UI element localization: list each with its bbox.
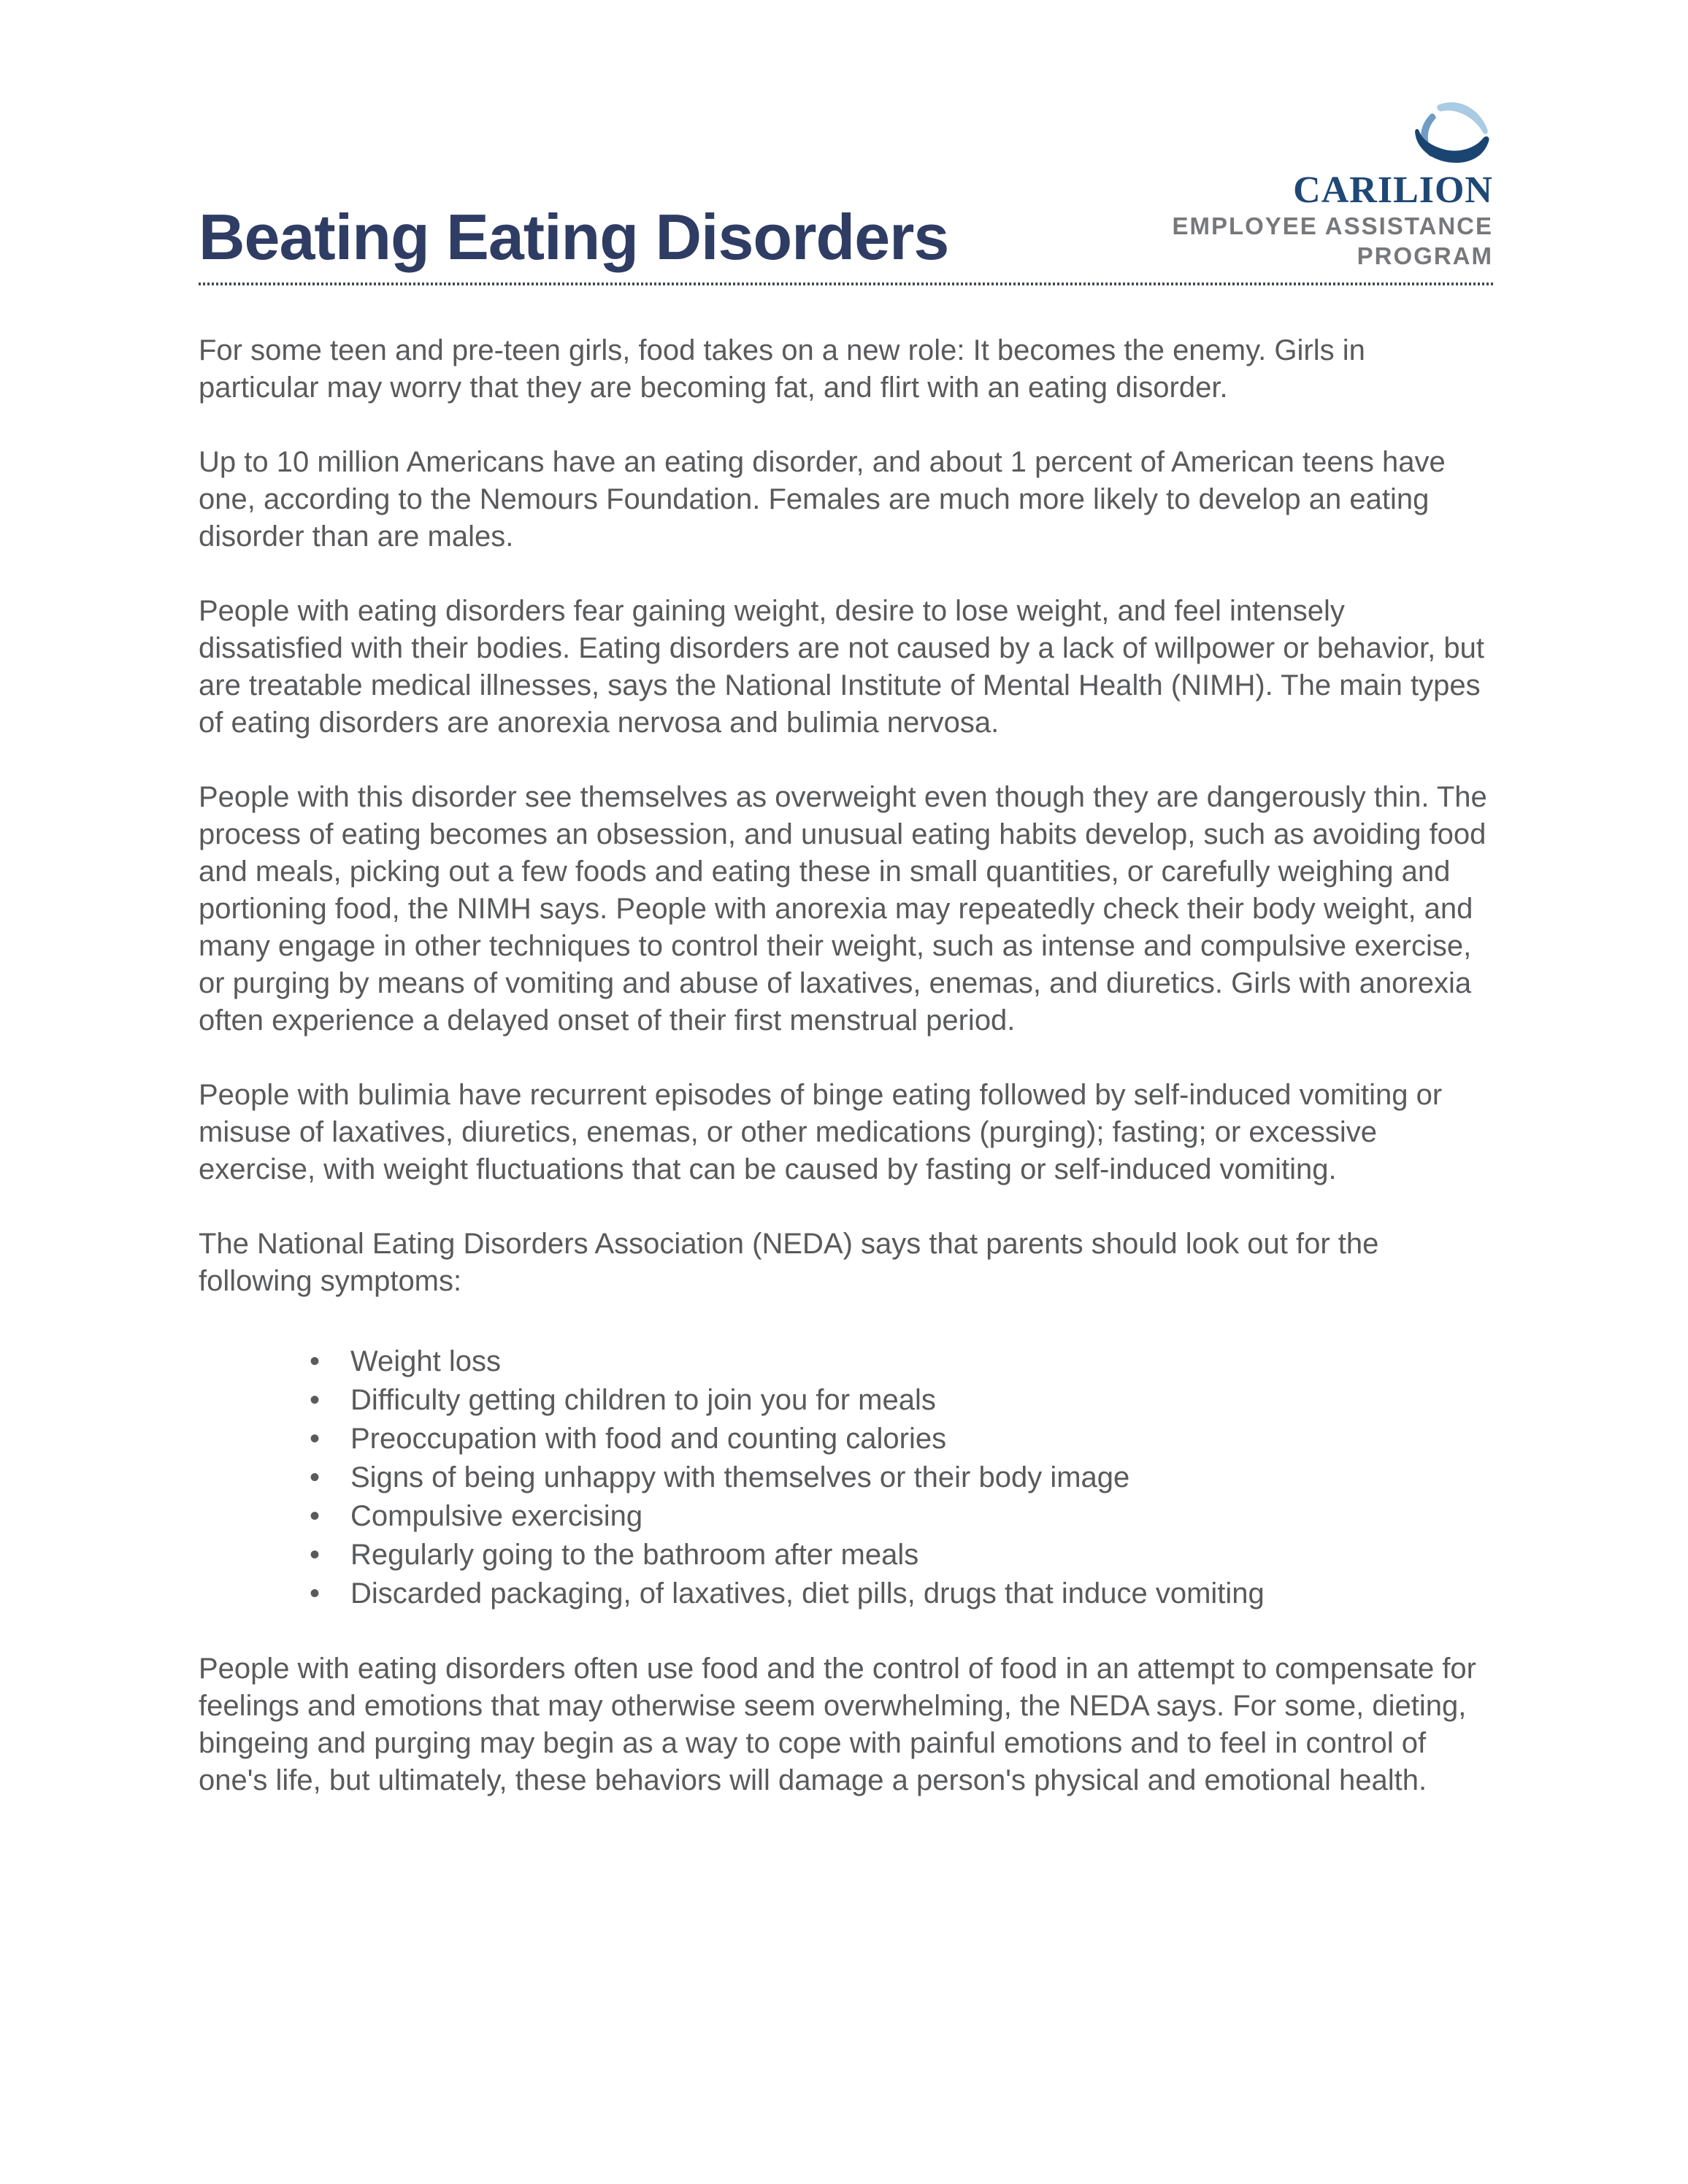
paragraph-overview: People with eating disorders fear gaining weight, desire to lose weight, and feel intensely dissatisfied with their bodies. Eating disorders are not caused by a lack of willpower or behavior, but are treatable medical illnesses, says the National Institute of Mental Health (NIMH). The main types of eating disorders are anorexia nervosa and bulimia nervosa.: [199, 595, 1484, 739]
paragraph-intro: For some teen and pre-teen girls, food takes on a new role: It becomes the enemy. Girls in particular may worry that they are becoming fat, and flirt with an eating disorder.: [199, 334, 1365, 404]
carilion-swoosh-icon: [1410, 101, 1492, 168]
carilion-logo: [1172, 101, 1493, 271]
symptoms-list: [199, 1342, 1493, 1613]
list-item: • Weight loss: [199, 1342, 1493, 1381]
list-item: • Regularly going to the bathroom after meals: [199, 1536, 1493, 1574]
document-body: [199, 332, 1493, 1799]
paragraph-anorexia: People with this disorder see themselves as overweight even though they are dangerously thin. The process of eating becomes an obsession, and unusual eating habits develop, such as avoiding food and meals, picking out a few foods and eating these in small quantities, or carefully weighing and portioning food, the NIMH says. People with anorexia may repeatedly check their body weight, and many engage in other techniques to control their weight, such as intense and compulsive exercise, or purging by means of vomiting and abuse of laxatives, enemas, and diuretics. Girls with anorexia often experience a delayed onset of their first menstrual period.: [199, 781, 1487, 1037]
page-title: Beating Eating Disorders: [199, 200, 949, 273]
list-item: • Compulsive exercising: [199, 1497, 1493, 1536]
list-item: • Discarded packaging, of laxatives, diet pills, drugs that induce vomiting: [199, 1574, 1493, 1613]
logo-brand-name: CARILION: [1293, 169, 1493, 211]
list-item: • Signs of being unhappy with themselves or their body image: [199, 1458, 1493, 1497]
list-item: • Difficulty getting children to join you for meals: [199, 1381, 1493, 1420]
logo-subtitle-line2: PROGRAM: [1357, 242, 1493, 270]
paragraph-closing: People with eating disorders often use food and the control of food in an attempt to compensate for feelings and emotions that may otherwise seem overwhelming, the NEDA says. For some, dieting, bingeing and purging may begin as a way to cope with painful emotions and to feel in control of one's life, but ultimately, these behaviors will damage a person's physical and emotional health.: [199, 1653, 1476, 1797]
list-item: • Preoccupation with food and counting calories: [199, 1420, 1493, 1458]
logo-subtitle-line1: EMPLOYEE ASSISTANCE: [1172, 212, 1493, 240]
paragraph-bulimia: People with bulimia have recurrent episodes of binge eating followed by self-induced vomiting or misuse of laxatives, diuretics, enemas, or other medications (purging); fasting; or excessive exercise, with weight fluctuations that can be caused by fasting or self-induced vomiting.: [199, 1079, 1443, 1186]
document-header: [199, 101, 1493, 271]
dotted-divider: [199, 282, 1493, 285]
paragraph-statistics: Up to 10 million Americans have an eating disorder, and about 1 percent of American teens have one, according to the Nemours Foundation. Females are much more likely to develop an eating disorder than are males.: [199, 446, 1446, 553]
paragraph-neda-lead-in: The National Eating Disorders Association (NEDA) says that parents should look out for the following symptoms:: [199, 1228, 1379, 1298]
